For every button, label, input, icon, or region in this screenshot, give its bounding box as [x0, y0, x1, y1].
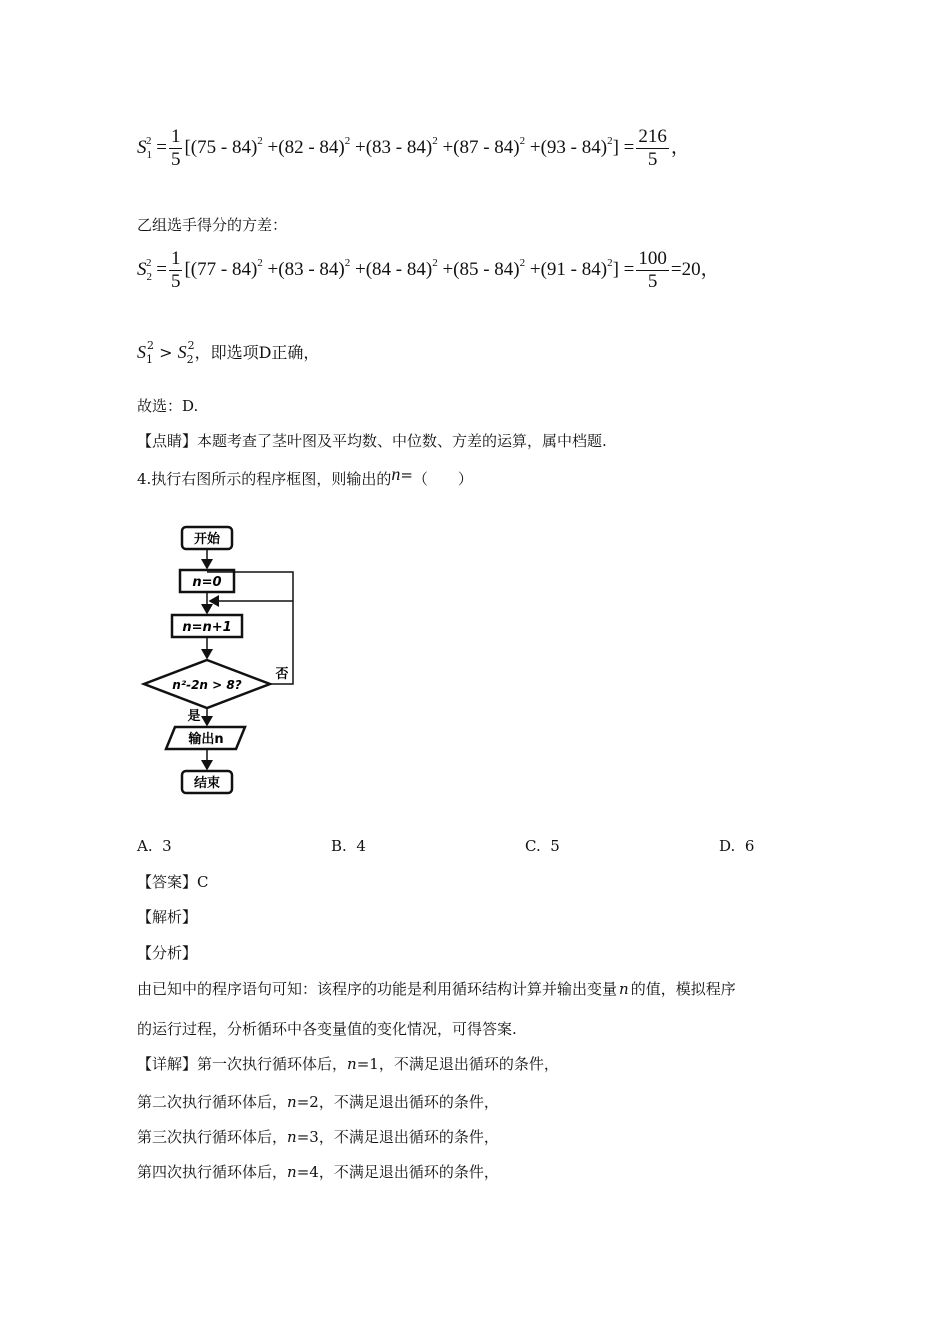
- detail-line-3: 第三次执行循环体后，n=3，不满足退出循环的条件，: [137, 1128, 499, 1146]
- variance-equation-2: $S_2^2$ = $\frac{1}{5}$ [(77 - 84)$^2$ +(83 - 84)$^2$ +(84 - 84)$^2$ +(85 - 84)$^2$ +(91 - 84)$^2$] = $\frac{100}{5}$ =20，: [137, 248, 720, 292]
- eq2-term: +(85 - 84): [442, 258, 520, 280]
- flow-start-label: 开始: [193, 532, 221, 547]
- flow-init-label: n=0: [192, 575, 222, 590]
- eq1-term: +(83 - 84): [354, 136, 433, 158]
- question-stem: 4.执行右图所示的程序框图，则输出的n=（ ）: [137, 464, 473, 488]
- option-b: B. 4: [331, 837, 366, 855]
- eq2-term: +(83 - 84): [267, 258, 345, 280]
- eq1-lhs-sub: 1: [146, 148, 152, 161]
- eq2-result-fraction: $\frac{100}{5}$: [638, 248, 667, 292]
- analysis-paragraph-1: 由已知中的程序语句可知：该程序的功能是利用循环结构计算并输出变量 n 的值，模拟程序: [137, 980, 736, 998]
- eq1-result-fraction: $\frac{216}{5}$: [638, 126, 667, 170]
- analysis-paragraph-2: 的运行过程，分析循环中各变量值的变化情况，可得答案.: [137, 1020, 517, 1038]
- detail-line-1: 【详解】第一次执行循环体后，n=1，不满足退出循环的条件，: [137, 1055, 559, 1073]
- eq2-lhs-var: S: [137, 258, 147, 280]
- flow-no-label: 否: [275, 667, 289, 682]
- flow-decision-label: n²-2n > 8?: [172, 678, 242, 692]
- detail-line-2: 第二次执行循环体后，n=2，不满足退出循环的条件，: [137, 1093, 499, 1111]
- analysis-subheading: 【分析】: [137, 944, 198, 962]
- flow-yes-label: 是: [187, 709, 201, 724]
- eq2-coef-fraction: $\frac{1}{5}$: [170, 248, 181, 292]
- variance-comparison: $S_1^2 > S_2^2$，即选项D正确，: [137, 339, 320, 366]
- option-d: D. 6: [719, 837, 755, 855]
- option-c: C. 5: [525, 837, 560, 855]
- eq2-lhs-sub: 2: [146, 270, 152, 283]
- eq2-term: +(91 - 84): [529, 258, 608, 280]
- eq1-term: +(82 - 84): [267, 136, 345, 158]
- variance-b-label: 乙组选手得分的方差：: [137, 216, 288, 234]
- flow-end-label: 结束: [193, 776, 221, 791]
- eq1-lhs-var: S: [137, 136, 147, 158]
- eq2-term: +(84 - 84): [354, 258, 433, 280]
- program-flowchart: [130, 515, 310, 805]
- variance-equation-1: $S_1^2$ = $\frac{1}{5}$ [(75 - 84)$^2$ +(82 - 84)$^2$ +(83 - 84)$^2$ +(87 - 84)$^2$ +(93 - 84)$^2$] = $\frac{216}{5}$ ，: [137, 126, 690, 170]
- eq1-term: +(87 - 84): [442, 136, 520, 158]
- conclusion-line: 故选：D.: [137, 397, 199, 415]
- answer-line: 【答案】C: [137, 873, 209, 891]
- option-a: A. 3: [137, 837, 172, 855]
- eq1-lhs-sup: 2: [146, 134, 152, 147]
- eq2-term: [(77 - 84): [184, 258, 258, 280]
- eq1-term: [(75 - 84): [184, 136, 258, 158]
- eq2-lhs-sup: 2: [146, 256, 152, 269]
- flow-update-label: n=n+1: [182, 620, 232, 635]
- analysis-heading: 【解析】: [137, 908, 198, 926]
- flow-output-label: 输出n: [188, 732, 224, 747]
- eq1-term: +(93 - 84): [529, 136, 608, 158]
- eq1-coef-fraction: $\frac{1}{5}$: [170, 126, 181, 170]
- comment-line: 【点睛】本题考查了茎叶图及平均数、中位数、方差的运算，属中档题.: [137, 432, 607, 450]
- detail-line-4: 第四次执行循环体后，n=4，不满足退出循环的条件，: [137, 1163, 499, 1181]
